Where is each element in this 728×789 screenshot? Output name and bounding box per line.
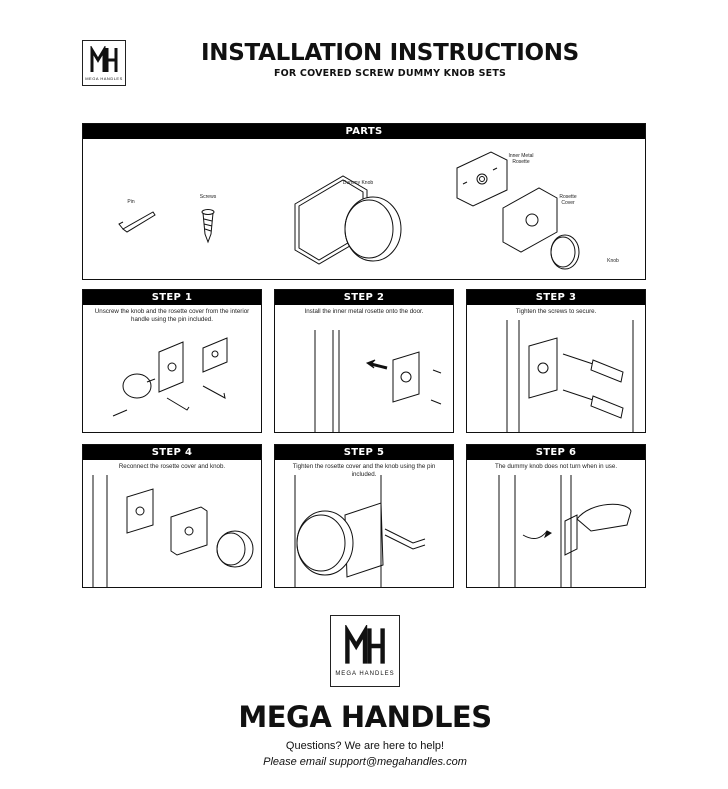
dummy-knob-label: Dummy Knob [342, 180, 374, 186]
mh-logo-icon [343, 625, 387, 667]
inner-rosette-label: Inner Metal Rosette [508, 153, 534, 165]
step-3-text: Tighten the screws to secure. [515, 308, 597, 315]
brand-logo-small [82, 40, 126, 86]
step-3-panel [466, 289, 646, 433]
pin-label: Pin [127, 199, 135, 205]
logo-brand-text: MEGA HANDLES [335, 671, 395, 677]
step-1-panel [82, 289, 262, 433]
rosette-cover-label: Rosette Cover [559, 194, 577, 206]
step-4-panel [82, 444, 262, 588]
step-5-text: Tighten the rosette cover and the knob using the pin included. [292, 463, 436, 478]
step-1-text: Unscrew the knob and the rosette cover from the interior handle using the pin included. [94, 308, 250, 323]
dummy-knob-icon [295, 176, 401, 264]
footer-email: Please email support@megahandles.com [263, 756, 467, 768]
parts-heading: PARTS [83, 124, 645, 139]
step-3-illustration [467, 290, 646, 433]
screws-label: Screws [199, 194, 217, 200]
step-2-panel [274, 289, 454, 433]
parts-panel [82, 123, 646, 280]
step-1-illustration [83, 290, 262, 433]
step-6-illustration [467, 445, 646, 588]
inner-rosette-icon [457, 152, 507, 206]
step-4-title: STEP 4 [83, 445, 261, 460]
step-6-title: STEP 6 [467, 445, 645, 460]
mh-logo-icon [89, 46, 119, 74]
step-4-text: Reconnect the rosette cover and knob. [118, 463, 226, 470]
step-1-title: STEP 1 [83, 290, 261, 305]
step-5-panel [274, 444, 454, 588]
footer-brand-name: MEGA HANDLES [238, 700, 492, 734]
step-5-illustration [275, 445, 454, 588]
footer-questions: Questions? We are here to help! [285, 740, 445, 752]
step-2-illustration [275, 290, 454, 433]
brand-logo-large [330, 615, 400, 687]
step-5-title: STEP 5 [275, 445, 453, 460]
pin-icon [123, 212, 155, 232]
page-subtitle: FOR COVERED SCREW DUMMY KNOB SETS [273, 68, 507, 79]
knob-icon [551, 235, 579, 269]
rosette-cover-icon [503, 188, 557, 252]
step-4-illustration [83, 445, 262, 588]
step-6-panel [466, 444, 646, 588]
step-3-title: STEP 3 [467, 290, 645, 305]
screw-icon [202, 210, 214, 243]
step-6-text: The dummy knob does not turn when in use. [494, 463, 618, 470]
step-2-text: Install the inner metal rosette onto the door. [304, 308, 424, 315]
logo-brand-text: MEGA HANDLES [85, 75, 123, 81]
step-2-title: STEP 2 [275, 290, 453, 305]
page-title: INSTALLATION INSTRUCTIONS [201, 40, 579, 66]
knob-label: Knob [607, 258, 619, 264]
